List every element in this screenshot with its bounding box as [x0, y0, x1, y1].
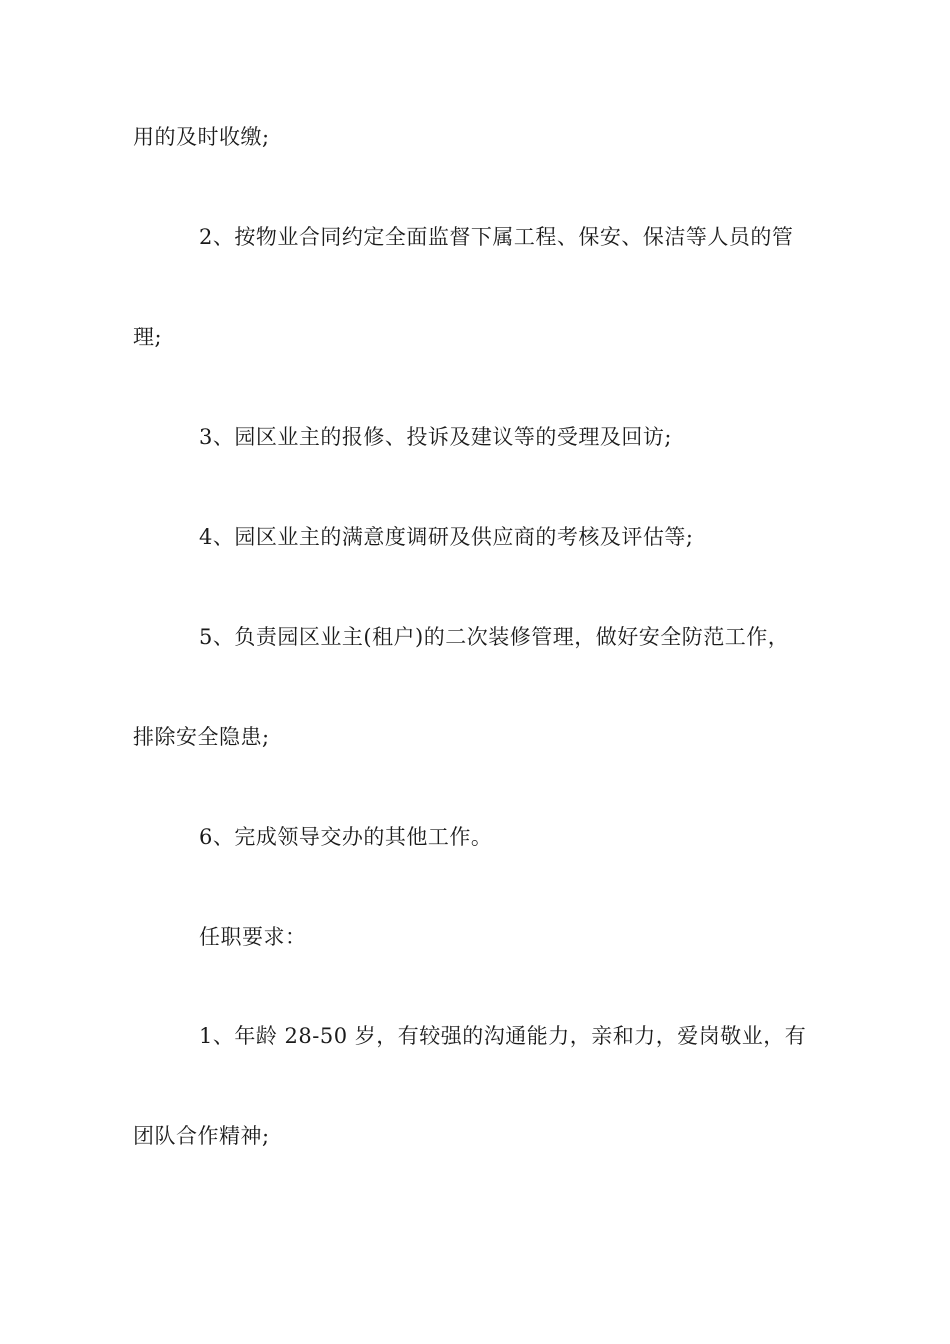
text-line-continuation-4: 团队合作精神; — [133, 1124, 270, 1148]
text-line-continuation-3: 排除安全隐患; — [133, 725, 270, 749]
duty-item-6: 6、完成领导交办的其他工作。 — [199, 825, 493, 849]
duty-item-5: 5、负责园区业主(租户)的二次装修管理，做好安全防范工作， — [199, 625, 790, 649]
text-line-continuation-2: 理; — [133, 325, 163, 349]
duty-item-3: 3、园区业主的报修、投诉及建议等的受理及回访; — [199, 425, 672, 449]
duty-item-4: 4、园区业主的满意度调研及供应商的考核及评估等; — [199, 525, 694, 549]
duty-item-2: 2、按物业合同约定全面监督下属工程、保安、保洁等人员的管 — [199, 225, 794, 249]
text-line-continuation-1: 用的及时收缴; — [133, 125, 270, 149]
requirements-heading: 任职要求： — [199, 925, 307, 949]
requirement-item-1: 1、年龄 28-50 岁，有较强的沟通能力，亲和力，爱岗敬业，有 — [199, 1024, 807, 1048]
